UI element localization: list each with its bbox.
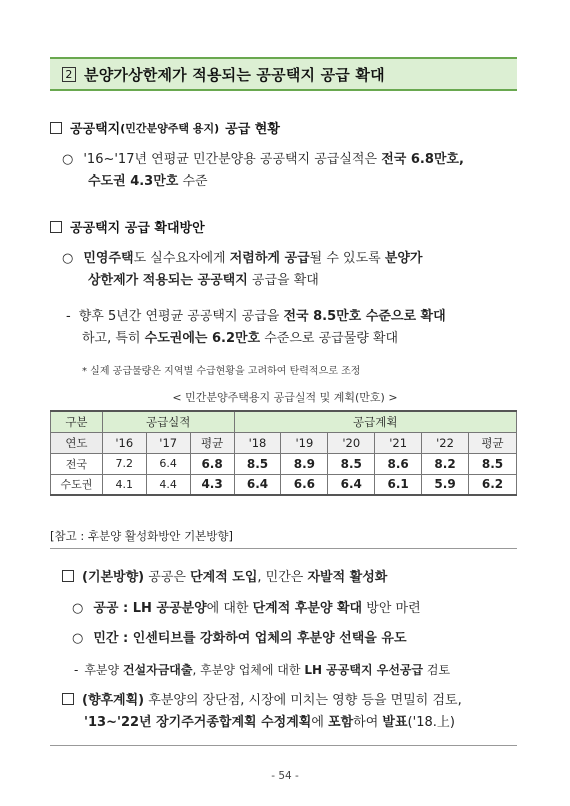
table-cell: 6.2 [468,474,516,495]
year-cell: '17 [146,432,190,453]
header-plan: 공급계획 [234,411,516,432]
year-cell: '20 [328,432,375,453]
square-bullet-icon [50,122,62,134]
header-actual: 공급실적 [102,411,234,432]
text-bold: 단계적 도입 [190,570,258,585]
text-bold: LH 공공택지 우선공급 [304,663,424,677]
table-cell: 7.2 [102,453,146,474]
subsection-label: 공공택지 공급 확대방안 [70,221,205,236]
text-bold: 저렴하게 공급 [229,251,310,266]
text: 하여 [353,715,383,730]
row-label: 전국 [51,453,103,474]
divider [50,548,517,549]
table-cell: 6.4 [234,474,281,495]
table-cell: 5.9 [422,474,469,495]
text-bold: (향후계획) [82,693,145,708]
section-title-text: 분양가상한제가 적용되는 공공택지 공급 확대 [84,65,385,84]
divider [50,745,517,746]
text-bold: 자발적 활성화 [307,570,388,585]
text: 에 [311,715,329,730]
private-housing-line1 [62,249,423,269]
text: 수준 [178,174,208,189]
text: ('18.上) [407,715,455,730]
text: , 민간은 [257,570,308,585]
text: 될 수 있도록 [309,251,385,266]
row-label: 수도권 [51,474,103,495]
private-housing-line2 [88,271,319,291]
subsection-label: 공공택지 [70,122,121,137]
text-bold: 발표 [382,715,408,730]
header-year: 연도 [51,432,103,453]
table-cell: 4.1 [102,474,146,495]
future-plan-line1 [62,691,462,711]
supply-table [50,410,517,496]
text: , 후분양 업체에 대한 [192,663,305,677]
table-year-row [51,432,517,453]
subsection-supply-status [50,118,280,137]
text-bold: 상한제가 적용되는 공공택지 [88,273,248,288]
dash-bullet: - [74,663,79,677]
table-row [51,453,517,474]
future-plan-line2 [84,713,455,733]
year-cell: '18 [234,432,281,453]
supply-record-line2 [88,172,208,192]
year-cell: '22 [422,432,469,453]
table-cell: 6.4 [328,474,375,495]
section-number: 2 [62,67,76,82]
text: 도 실수요자에게 [133,251,230,266]
circle-bullet: ○ [62,152,74,167]
table-cell: 8.9 [281,453,328,474]
text: 에 대한 [206,601,253,616]
square-bullet-icon [62,570,74,582]
text: 후분양 [84,663,123,677]
header-category: 구분 [51,411,103,432]
subsection-expansion-plan [50,217,205,236]
text-bold: 전국 6.8만호, [381,152,464,167]
circle-bullet: ○ [72,631,84,646]
text-bold: 공공 : LH 공공분양 [93,601,207,616]
text: 공급을 확대 [247,273,319,288]
public-plan-line [72,599,421,619]
footnote: * 실제 공급물량은 지역별 수급현황을 고려하여 탄력적으로 조정 [82,366,361,377]
text: 하고, 특히 [82,331,145,346]
table-cell: 8.2 [422,453,469,474]
table-cell: 6.8 [190,453,234,474]
table-cell: 8.5 [234,453,281,474]
text: 수준으로 공급물량 확대 [260,331,399,346]
basic-direction-line [62,568,387,588]
text: 검토 [423,663,451,677]
text: 방안 마련 [362,601,421,616]
supply-record-line1 [62,150,464,170]
text-bold: 건설자금대출 [122,663,193,677]
table-cell: 4.3 [190,474,234,495]
table-cell: 4.4 [146,474,190,495]
five-year-plan-line2 [82,329,398,349]
five-year-plan-line1 [66,307,446,327]
table-row [51,474,517,495]
text-bold: 민간 : 인센티브를 강화하여 업체의 후분양 선택을 유도 [93,631,407,646]
square-bullet-icon [62,693,74,705]
table-cell: 8.5 [328,453,375,474]
text-bold: 민영주택 [83,251,134,266]
year-cell: 평균 [190,432,234,453]
text-bold: 분양가 [384,251,423,266]
text-bold: 단계적 후분양 확대 [252,601,363,616]
table-cell: 8.5 [468,453,516,474]
table-caption: < 민간분양주택용지 공급실적 및 계획(만호) > [172,391,398,404]
text-bold: 수도권 4.3만호 [88,174,179,189]
table-cell: 6.1 [375,474,422,495]
text-bold: '13~'22년 장기주거종합계획 수정계획 [84,715,312,730]
year-cell: '19 [281,432,328,453]
text: 공공은 [144,570,191,585]
page-number: - 54 - [271,770,299,782]
subsection-label-end: 공급 현황 [225,122,280,137]
year-cell: 평균 [468,432,516,453]
text: (기본방향) [82,570,145,585]
section-title [50,57,517,91]
private-plan-line [72,629,407,649]
text: '16~'17년 연평균 민간분양용 공공택지 공급실적은 [83,152,382,167]
subsection-label-note: (민간분양주택 용지) [120,121,220,135]
dash-bullet: - [66,309,71,324]
loan-review-line [74,660,450,680]
table-cell: 6.4 [146,453,190,474]
table-cell: 6.6 [281,474,328,495]
reference-label: [참고 : 후분양 활성화방안 기본방향] [50,529,233,543]
year-cell: '16 [102,432,146,453]
text-bold: 포함 [328,715,354,730]
table-cell: 8.6 [375,453,422,474]
circle-bullet: ○ [72,601,84,616]
year-cell: '21 [375,432,422,453]
table-header-row [51,411,517,432]
text-bold: 수도권에는 6.2만호 [144,331,261,346]
square-bullet-icon [50,221,62,233]
circle-bullet: ○ [62,251,74,266]
text: 후분양의 장단점, 시장에 미치는 영향 등을 면밀히 검토, [144,693,462,708]
text: 향후 5년간 연평균 공공택지 공급을 [78,309,284,324]
text-bold: 전국 8.5만호 수준으로 확대 [283,309,446,324]
